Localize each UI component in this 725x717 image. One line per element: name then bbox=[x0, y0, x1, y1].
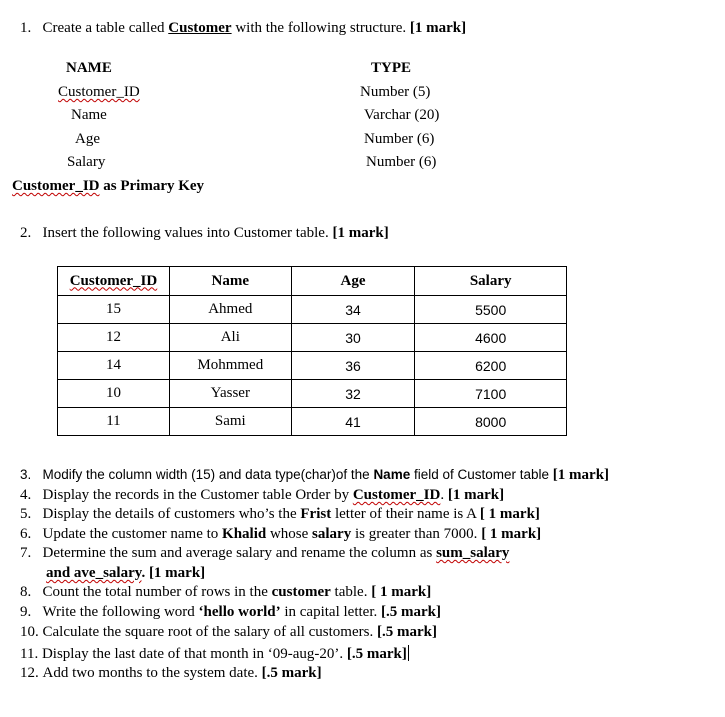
question-mark: [ 1 mark] bbox=[479, 506, 540, 522]
table-cell: Sami bbox=[169, 408, 291, 436]
column-header-label: Customer_ID bbox=[69, 272, 158, 289]
table-cell: Mohmmed bbox=[169, 352, 291, 380]
table-cell: Yasser bbox=[169, 380, 291, 408]
question-text: Update the customer name to bbox=[42, 526, 223, 542]
question-mark: [.5 mark] bbox=[261, 665, 322, 681]
question-3 bbox=[20, 467, 609, 484]
primary-key-text: as Primary Key bbox=[99, 178, 205, 194]
question-1-mark: [1 mark] bbox=[409, 20, 467, 36]
question-text: Calculate the square root of the salary of all customers. bbox=[42, 624, 377, 640]
question-1-text: Create a table called bbox=[42, 20, 169, 36]
question-number: 7. bbox=[20, 545, 32, 561]
table-cell: Ahmed bbox=[169, 296, 291, 324]
table-cell: 12 bbox=[58, 324, 170, 352]
table-cell: 7100 bbox=[415, 380, 567, 408]
question-mark: [.5 mark] bbox=[346, 646, 407, 662]
column-header: Salary bbox=[415, 267, 567, 296]
question-mark: [.5 mark] bbox=[381, 604, 441, 620]
question-bold-term: sum_salary bbox=[436, 545, 510, 561]
question-text: Display the records in the Customer table Order by bbox=[42, 487, 353, 503]
question-text: Display the last date of that month in ‘09-aug-20’. bbox=[41, 646, 347, 662]
table-cell: 10 bbox=[58, 380, 170, 408]
table-cell: 15 bbox=[58, 296, 170, 324]
question-2-text: Insert the following values into Customer table. bbox=[42, 225, 333, 241]
question-bold-term: Name bbox=[373, 467, 411, 482]
question-bold-term: and ave_salary bbox=[46, 565, 142, 581]
table-cell: 11 bbox=[58, 408, 170, 436]
question-4 bbox=[20, 487, 504, 504]
table-row bbox=[58, 380, 567, 408]
question-1-number: 1. bbox=[20, 20, 32, 36]
table-row bbox=[58, 408, 567, 436]
table-cell: 34 bbox=[291, 296, 415, 324]
text-cursor bbox=[408, 645, 409, 661]
question-9 bbox=[20, 604, 441, 621]
question-text: Display the details of customers who’s the bbox=[42, 506, 301, 522]
field-name: Salary bbox=[67, 154, 106, 170]
question-mark: [1 mark] bbox=[447, 487, 505, 503]
question-mark: [1 mark] bbox=[552, 467, 610, 483]
table-row bbox=[58, 324, 567, 352]
question-number: 3. bbox=[20, 467, 32, 482]
question-5 bbox=[20, 506, 540, 523]
table-cell: 4600 bbox=[415, 324, 567, 352]
question-text: . bbox=[141, 565, 149, 581]
customer-values-table bbox=[57, 266, 567, 436]
field-name: Age bbox=[75, 131, 100, 147]
field-type: Number (5) bbox=[360, 84, 431, 100]
question-text: field of Customer table bbox=[410, 467, 553, 482]
question-7 bbox=[20, 545, 509, 562]
question-2 bbox=[20, 225, 389, 242]
structure-header-type: TYPE bbox=[371, 60, 412, 76]
question-number: 4. bbox=[20, 487, 32, 503]
field-name: Name bbox=[71, 107, 107, 123]
question-number: 9. bbox=[20, 604, 32, 620]
question-text: Modify the column width (15) and data type(char)of the bbox=[42, 467, 374, 482]
table-cell: 14 bbox=[58, 352, 170, 380]
primary-key-field: Customer_ID bbox=[12, 178, 100, 194]
question-number: 6. bbox=[20, 526, 32, 542]
field-type: Varchar (20) bbox=[364, 107, 440, 123]
question-mark: [1 mark] bbox=[148, 565, 206, 581]
question-text: Add two months to the system date. bbox=[42, 665, 262, 681]
table-cell: 36 bbox=[291, 352, 415, 380]
table-cell: 30 bbox=[291, 324, 415, 352]
question-bold-term: Khalid bbox=[222, 526, 267, 542]
field-type: Number (6) bbox=[366, 154, 437, 170]
question-text: whose bbox=[266, 526, 313, 542]
column-header: Name bbox=[169, 267, 291, 296]
question-text: Determine the sum and average salary and rename the column as bbox=[42, 545, 437, 561]
question-mark: [.5 mark] bbox=[376, 624, 437, 640]
question-text: table. bbox=[330, 584, 372, 600]
question-2-number: 2. bbox=[20, 225, 32, 241]
question-2-mark: [1 mark] bbox=[332, 225, 389, 241]
question-bold-term: Frist bbox=[300, 506, 332, 522]
question-10 bbox=[20, 624, 437, 641]
question-7-continued bbox=[46, 565, 205, 582]
table-cell: 6200 bbox=[415, 352, 567, 380]
table-cell: 8000 bbox=[415, 408, 567, 436]
question-bold-term: customer bbox=[271, 584, 331, 600]
question-1-text-after: with the following structure. bbox=[231, 20, 410, 36]
question-text: is greater than 7000. bbox=[351, 526, 482, 542]
question-bold-term: ‘hello world’ bbox=[198, 604, 281, 620]
question-11 bbox=[20, 645, 409, 663]
question-12 bbox=[20, 665, 322, 682]
table-header-row bbox=[58, 267, 567, 296]
table-name: Customer bbox=[168, 20, 232, 36]
column-header bbox=[58, 267, 170, 296]
question-number: 11. bbox=[20, 646, 39, 662]
question-text: in capital letter. bbox=[280, 604, 381, 620]
table-row bbox=[58, 352, 567, 380]
question-8 bbox=[20, 584, 431, 601]
table-cell: Ali bbox=[169, 324, 291, 352]
question-bold-term: Customer_ID bbox=[352, 487, 441, 503]
table-cell: 41 bbox=[291, 408, 415, 436]
question-text: Write the following word bbox=[42, 604, 199, 620]
question-bold-term: salary bbox=[312, 526, 352, 542]
question-6 bbox=[20, 526, 541, 543]
structure-header-name: NAME bbox=[66, 60, 112, 76]
question-number: 5. bbox=[20, 506, 32, 522]
question-1 bbox=[20, 20, 466, 37]
question-mark: [ 1 mark] bbox=[371, 584, 432, 600]
primary-key-line bbox=[12, 178, 204, 195]
table-row bbox=[58, 296, 567, 324]
question-number: 12. bbox=[20, 665, 39, 681]
question-mark: [ 1 mark] bbox=[481, 526, 542, 542]
field-name: Customer_ID bbox=[58, 84, 140, 100]
question-text: . bbox=[440, 487, 448, 503]
field-type: Number (6) bbox=[364, 131, 435, 147]
column-header: Age bbox=[291, 267, 415, 296]
question-number: 10. bbox=[20, 624, 39, 640]
question-text: letter of their name is A bbox=[331, 506, 480, 522]
question-number: 8. bbox=[20, 584, 32, 600]
table-cell: 32 bbox=[291, 380, 415, 408]
question-text: Count the total number of rows in the bbox=[42, 584, 272, 600]
table-cell: 5500 bbox=[415, 296, 567, 324]
